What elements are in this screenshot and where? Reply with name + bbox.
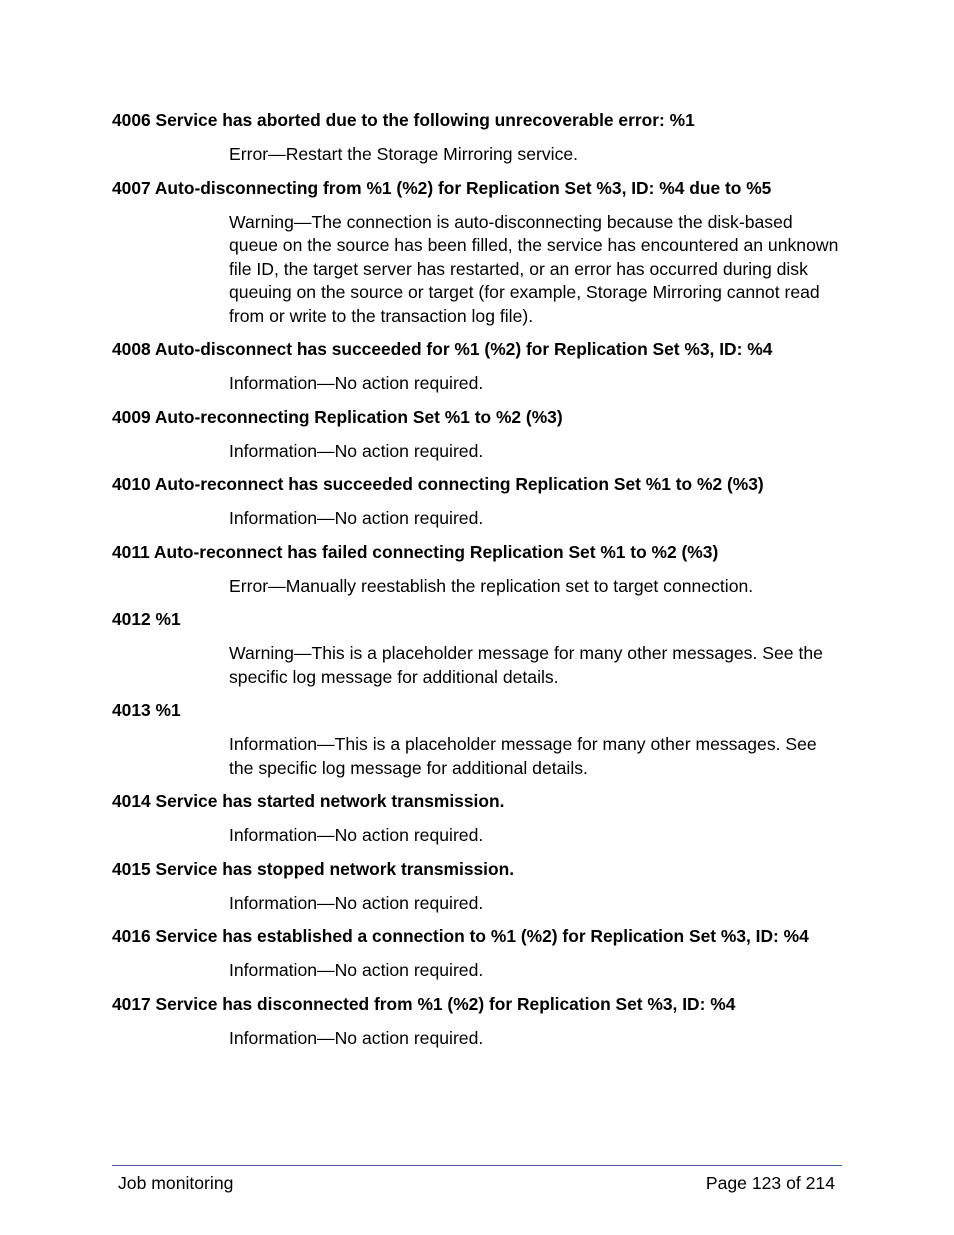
event-entry (112, 109, 842, 167)
footer-section-title: Job monitoring (118, 1173, 234, 1193)
event-heading: 4008 Auto-disconnect has succeeded for %1 (%2) for Replication Set %3, ID: %4 (112, 339, 773, 359)
event-description: Information—No action required. (229, 825, 484, 845)
event-entry (112, 858, 842, 916)
event-description: Information—No action required. (229, 508, 484, 528)
event-entry (112, 406, 842, 464)
event-heading: 4011 Auto-reconnect has failed connecting Replication Set %1 to %2 (%3) (112, 541, 719, 562)
event-heading: 4017 Service has disconnected from %1 (%2) for Replication Set %3, ID: %4 (112, 993, 736, 1014)
event-entry (112, 790, 842, 848)
event-heading: 4012 %1 (112, 609, 181, 629)
event-description: Information—No action required. (229, 960, 484, 980)
event-heading: 4009 Auto-reconnecting Replication Set %1 to %2 (%3) (112, 406, 563, 427)
event-description: Warning—This is a placeholder message for many other messages. See the specific log message for additional details. (229, 643, 823, 687)
event-heading: 4016 Service has established a connection to %1 (%2) for Replication Set %3, ID: %4 (112, 926, 809, 946)
event-description: Information—No action required. (229, 892, 484, 913)
event-description: Information—No action required. (229, 1027, 484, 1048)
event-description: Warning—The connection is auto-disconnecting because the disk-based queue on the source has been filled, the service has encountered an unknown file ID, the target server has restarted, or an error has occurred during disk queuing on the source or target (for example, Storage Mirroring cannot read from or write to the transaction log file). (229, 211, 839, 326)
event-entry (112, 541, 842, 599)
event-heading: 4010 Auto-reconnect has succeeded connecting Replication Set %1 to %2 (%3) (112, 474, 764, 494)
event-heading: 4006 Service has aborted due to the following unrecoverable error: %1 (112, 110, 695, 130)
footer-page-number: Page 123 of 214 (705, 1173, 835, 1193)
event-entry (112, 177, 842, 329)
event-description: Error—Manually reestablish the replication set to target connection. (229, 575, 754, 596)
event-entry (112, 608, 842, 689)
event-entry (112, 699, 842, 780)
event-entry (112, 993, 842, 1051)
event-description: Information—No action required. (229, 440, 484, 461)
event-description: Information—This is a placeholder message for many other messages. See the specific log message for additional details. (229, 734, 817, 778)
event-heading: 4007 Auto-disconnecting from %1 (%2) for Replication Set %3, ID: %4 due to %5 (112, 177, 772, 198)
event-entry (112, 473, 842, 531)
event-heading: 4014 Service has started network transmission. (112, 791, 505, 811)
event-entry (112, 338, 842, 396)
event-description: Error—Restart the Storage Mirroring service. (229, 144, 579, 164)
event-entry (112, 925, 842, 983)
footer-divider (112, 1165, 842, 1166)
event-heading: 4015 Service has stopped network transmission. (112, 858, 515, 879)
event-heading: 4013 %1 (112, 700, 181, 720)
event-message-list (112, 109, 842, 1060)
event-description: Information—No action required. (229, 373, 484, 393)
